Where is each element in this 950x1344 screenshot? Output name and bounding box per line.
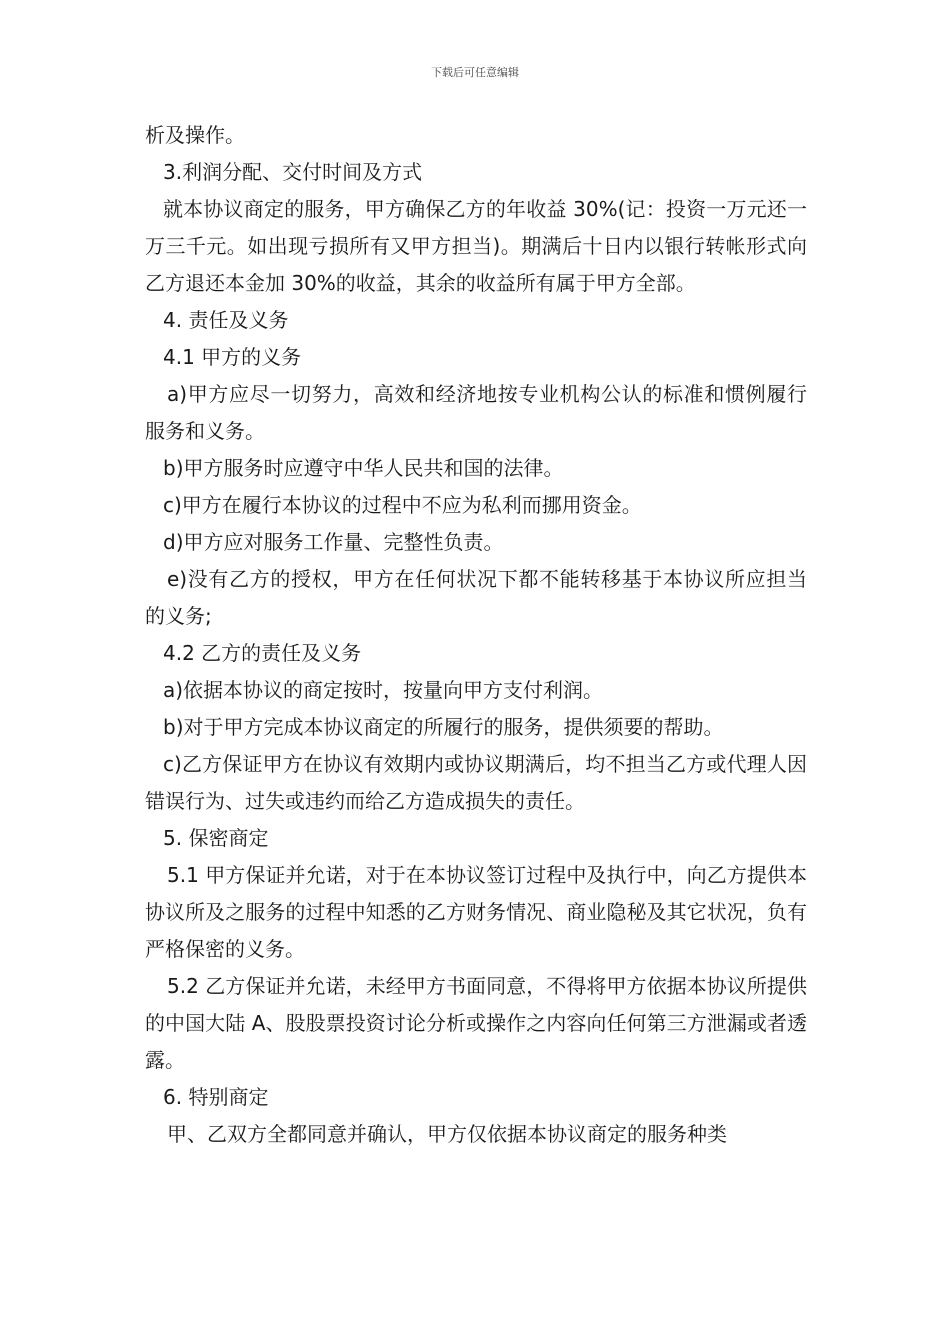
- paragraph: 就本协议商定的服务，甲方确保乙方的年收益 30%(记：投资一万元还一万三千元。如出现亏损所有又甲方担当)。期满后十日内以银行转帐形式向乙方退还本金加 30%的收益，其余的收益所有属于甲方全部。: [145, 197, 807, 295]
- subsection-heading: 4.1 甲方的义务: [163, 345, 302, 369]
- clause: b)对于甲方完成本协议商定的所履行的服务，提供须要的帮助。: [163, 715, 724, 739]
- clause: 5.2 乙方保证并允诺，未经甲方书面同意，不得将甲方依据本协议所提供的中国大陆 A、股股票投资讨论分析或操作之内容向任何第三方泄漏或者透露。: [145, 974, 807, 1072]
- clause: c)乙方保证甲方在协议有效期内或协议期满后，均不担当乙方或代理人因错误行为、过失或违约而给乙方造成损失的责任。: [145, 752, 807, 813]
- paragraph: 析及操作。: [145, 123, 245, 147]
- document-body: [145, 117, 807, 1153]
- paragraph: 甲、乙双方全都同意并确认，甲方仅依据本协议商定的服务种类: [167, 1122, 727, 1146]
- clause: a)甲方应尽一切努力，高效和经济地按专业机构公认的标准和惯例履行服务和义务。: [145, 382, 807, 443]
- subsection-heading: 4.2 乙方的责任及义务: [163, 641, 362, 665]
- section-heading: 6. 特别商定: [163, 1085, 269, 1109]
- section-heading: 4. 责任及义务: [163, 308, 289, 332]
- clause: e)没有乙方的授权，甲方在任何状况下都不能转移基于本协议所应担当的义务;: [145, 567, 807, 628]
- clause: d)甲方应对服务工作量、完整性负责。: [163, 530, 504, 554]
- clause: a)依据本协议的商定按时，按量向甲方支付利润。: [163, 678, 604, 702]
- section-heading: 5. 保密商定: [163, 826, 269, 850]
- clause: c)甲方在履行本协议的过程中不应为私利而挪用资金。: [163, 493, 642, 517]
- section-heading: 3.利润分配、交付时间及方式: [163, 160, 423, 184]
- clause: 5.1 甲方保证并允诺，对于在本协议签订过程中及执行中，向乙方提供本协议所及之服务的过程中知悉的乙方财务情况、商业隐秘及其它状况，负有严格保密的义务。: [145, 863, 807, 961]
- clause: b)甲方服务时应遵守中华人民共和国的法律。: [163, 456, 564, 480]
- page-header: 下载后可任意编辑: [431, 66, 519, 79]
